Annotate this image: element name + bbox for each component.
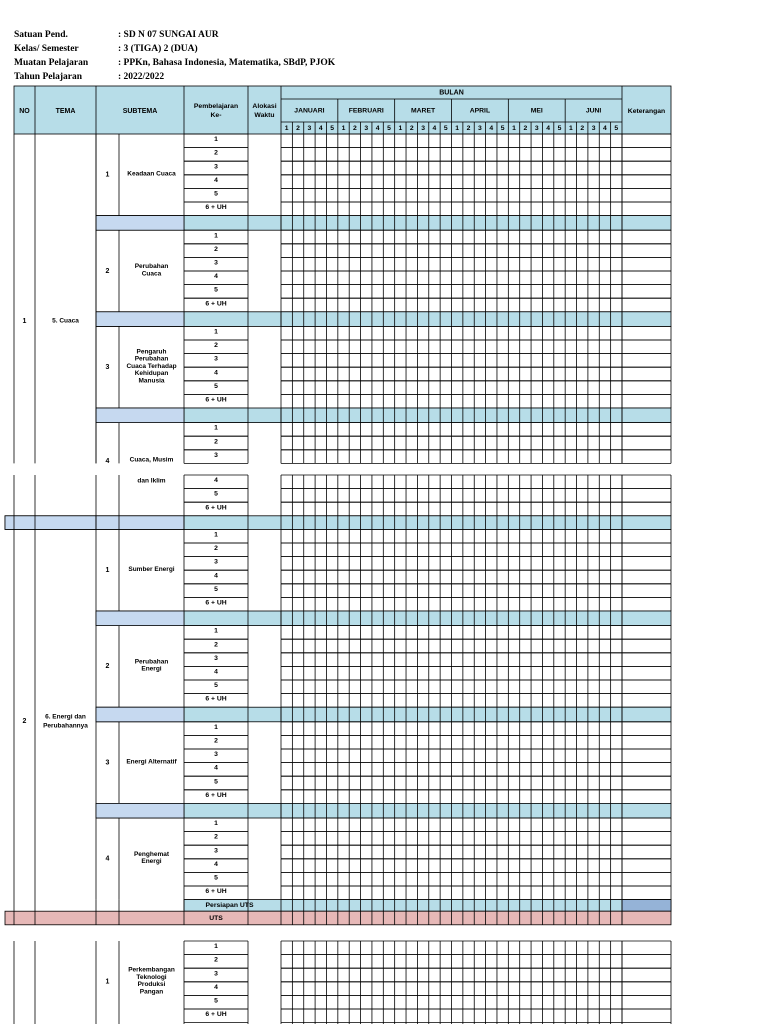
subtema-number: 1 xyxy=(105,567,110,575)
subtema-name: Kehidupan xyxy=(134,370,169,378)
lesson-number: 2 xyxy=(214,545,218,553)
header-week: 4 xyxy=(432,124,437,132)
header-bulan: BULAN xyxy=(439,89,464,97)
header-week: 3 xyxy=(591,124,596,132)
subtema-name: Manusia xyxy=(138,377,165,385)
subtema-number: 4 xyxy=(105,458,110,466)
lesson-number: 4 xyxy=(214,860,218,868)
lesson-number: 3 xyxy=(214,451,218,459)
header-month: JUNI xyxy=(585,107,602,115)
separator-band-left xyxy=(96,216,184,231)
lesson-number: 2 xyxy=(214,956,218,964)
tema-number: 2 xyxy=(22,717,27,725)
lesson-number: 4 xyxy=(214,668,218,676)
uts-label: UTS xyxy=(209,914,223,922)
header-week: 2 xyxy=(296,124,300,132)
header-week: 3 xyxy=(307,124,312,132)
tema-name: 6. Energi dan xyxy=(45,713,86,721)
lesson-number: 4 xyxy=(214,273,218,281)
lesson-number: 5 xyxy=(214,286,218,294)
header-month: APRIL xyxy=(469,107,491,115)
lesson-number: 1 xyxy=(214,232,218,240)
header-value: : 2022/2022 xyxy=(118,72,165,82)
header-alokasi: Alokasi xyxy=(252,102,277,110)
lesson-number: 6 + UH xyxy=(205,396,227,404)
header-keterangan: Keterangan xyxy=(627,107,666,115)
separator-band-left xyxy=(96,312,184,327)
lesson-number: 5 xyxy=(214,997,218,1005)
lesson-number: 6 + UH xyxy=(205,300,227,308)
lesson-number: 5 xyxy=(214,585,218,593)
lesson-number: 1 xyxy=(214,943,218,951)
lesson-number: 3 xyxy=(214,847,218,855)
header-week: 5 xyxy=(614,124,619,132)
header-week: 2 xyxy=(580,124,585,132)
header-week: 3 xyxy=(421,124,425,132)
lesson-number: 5 xyxy=(214,190,218,198)
lesson-number: 5 xyxy=(214,874,218,882)
header-month: JANUARI xyxy=(294,107,325,115)
header-week: 4 xyxy=(375,124,380,132)
separator-band-left xyxy=(5,516,96,530)
separator-band-left xyxy=(96,707,184,722)
header-week: 1 xyxy=(568,124,573,132)
lesson-number: 2 xyxy=(214,737,218,745)
header-no: NO xyxy=(19,107,30,115)
separator-band-left xyxy=(96,408,184,423)
lesson-number: 4 xyxy=(214,176,218,184)
lesson-number: 1 xyxy=(214,136,218,144)
lesson-number: 1 xyxy=(214,627,218,635)
header-week: 5 xyxy=(330,124,335,132)
header-week: 5 xyxy=(443,124,448,132)
lesson-number: 3 xyxy=(214,163,218,171)
header-value: : PPKn, Bahasa Indonesia, Matematika, SBdP, PJOK xyxy=(118,58,336,68)
header-month: MARET xyxy=(410,107,436,115)
subtema-name: Cuaca, Musim xyxy=(129,456,174,464)
lesson-number: 6 + UH xyxy=(205,1011,227,1019)
subtema-number: 3 xyxy=(105,364,110,372)
header-week: 1 xyxy=(398,124,403,132)
header-week: 3 xyxy=(478,124,482,132)
lesson-number: 1 xyxy=(214,531,218,539)
tema-number: 1 xyxy=(22,317,27,325)
tema-name: 5. Cuaca xyxy=(52,317,79,325)
lesson-number: 1 xyxy=(214,723,218,731)
header-label: Muatan Pelajaran xyxy=(14,58,89,68)
header-week: 3 xyxy=(534,124,539,132)
header-week: 2 xyxy=(409,124,414,132)
lesson-number: 3 xyxy=(214,970,218,978)
subtema-name: Pangan xyxy=(139,988,164,996)
header-week: 1 xyxy=(455,124,460,132)
lesson-number: 3 xyxy=(214,558,218,566)
header-week: 2 xyxy=(466,124,471,132)
header-week: 4 xyxy=(546,124,551,132)
lesson-number: 5 xyxy=(214,490,218,498)
header-value: : 3 (TIGA) 2 (DUA) xyxy=(118,44,198,54)
subtema-name: Cuaca xyxy=(141,270,162,278)
subtema-name: Produksi xyxy=(137,981,166,989)
header-week: 4 xyxy=(603,124,607,132)
header-tema: TEMA xyxy=(55,107,76,115)
subtema-name: dan Iklim xyxy=(137,477,166,485)
lesson-number: 3 xyxy=(214,355,218,363)
lesson-number: 5 xyxy=(214,682,218,690)
subtema-name: Keadaan Cuaca xyxy=(127,170,176,178)
subtema-name: Cuaca Terhadap xyxy=(126,362,177,370)
header-week: 4 xyxy=(489,124,494,132)
lesson-number: 3 xyxy=(214,259,218,267)
lesson-number: 6 + UH xyxy=(205,888,227,896)
subtema-name: Perubahan xyxy=(134,658,169,666)
persiapan-uts-row xyxy=(184,900,671,912)
subtema-name: Sumber Energi xyxy=(128,565,175,573)
subtema-name: Penghemat xyxy=(133,850,170,858)
persiapan-uts-label: Persiapan UTS xyxy=(205,902,254,910)
header-week: 1 xyxy=(284,124,289,132)
lesson-number: 4 xyxy=(214,983,218,991)
separator-band-left xyxy=(96,803,184,818)
header-week: 2 xyxy=(523,124,528,132)
lesson-number: 2 xyxy=(214,342,218,350)
lesson-number: 2 xyxy=(214,438,218,446)
header-week: 3 xyxy=(364,124,369,132)
header-week: 5 xyxy=(387,124,391,132)
persiapan-uts-keterangan xyxy=(622,900,671,912)
header-month: FEBRUARI xyxy=(348,107,384,115)
lesson-number: 2 xyxy=(214,245,218,253)
lesson-number: 6 + UH xyxy=(205,504,227,512)
tema-name: Perubahannya xyxy=(43,722,88,730)
lesson-number: 3 xyxy=(214,654,218,662)
subtema-name: Energi xyxy=(141,665,162,673)
header-value: : SD N 07 SUNGAI AUR xyxy=(118,30,219,40)
subtema-number: 1 xyxy=(105,978,110,986)
header-pembelajaran: Pembelajaran xyxy=(193,102,239,110)
subtema-name: Teknologi xyxy=(136,973,167,981)
header-week: 5 xyxy=(500,124,505,132)
separator-band-left xyxy=(96,611,184,626)
subtema-number: 1 xyxy=(105,171,110,179)
header-alokasi: Waktu xyxy=(254,111,275,119)
lesson-number: 6 + UH xyxy=(205,599,227,607)
subtema-name: Energi Alternatif xyxy=(126,758,177,766)
header-label: Kelas/ Semester xyxy=(14,44,79,54)
lesson-number: 2 xyxy=(214,833,218,841)
lesson-number: 2 xyxy=(214,149,218,157)
header-label: Tahun Pelajaran xyxy=(14,72,83,82)
subtema-number: 4 xyxy=(105,855,110,863)
header-week: 2 xyxy=(352,124,357,132)
header-week: 1 xyxy=(341,124,346,132)
lesson-number: 2 xyxy=(214,641,218,649)
header-subtema: SUBTEMA xyxy=(122,107,158,115)
subtema-number: 2 xyxy=(105,267,110,275)
subtema-number: 2 xyxy=(105,663,110,671)
subtema-name: Perkembangan xyxy=(128,966,175,974)
lesson-number: 1 xyxy=(214,424,218,432)
header-week: 4 xyxy=(318,124,323,132)
subtema-name: Energi xyxy=(141,858,162,866)
lesson-number: 4 xyxy=(214,572,218,580)
subtema-name: Pengaruh xyxy=(136,348,167,356)
lesson-number: 1 xyxy=(214,820,218,828)
lesson-number: 5 xyxy=(214,382,218,390)
lesson-number: 1 xyxy=(214,328,218,336)
lesson-number: 3 xyxy=(214,751,218,759)
lesson-number: 6 + UH xyxy=(205,791,227,799)
header-week: 1 xyxy=(512,124,516,132)
subtema-name: Perubahan xyxy=(134,355,169,363)
lesson-number: 4 xyxy=(214,369,218,377)
separator-band-left xyxy=(96,516,184,530)
subtema-number: 3 xyxy=(105,759,110,767)
header-month: MEI xyxy=(530,107,543,115)
header-label: Satuan Pend. xyxy=(14,30,68,40)
lesson-number: 6 + UH xyxy=(205,204,227,212)
header-pembelajaran: Ke- xyxy=(210,111,222,119)
subtema-name: Perubahan xyxy=(134,263,169,271)
header-week: 5 xyxy=(557,124,562,132)
lesson-number: 5 xyxy=(214,778,218,786)
lesson-number: 6 + UH xyxy=(205,695,227,703)
lesson-number: 4 xyxy=(214,477,218,485)
lesson-number: 4 xyxy=(214,764,218,772)
